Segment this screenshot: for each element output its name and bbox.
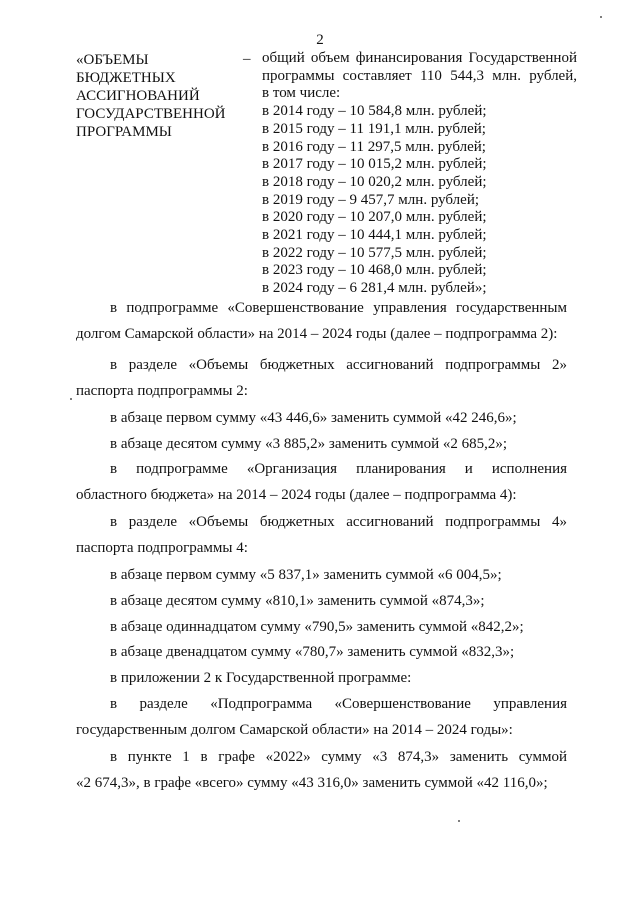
passport-label-line: ГОСУДАРСТВЕННОЙ	[76, 106, 226, 122]
scan-speck	[458, 820, 460, 822]
paragraph-line: в абзаце первом сумму «5 837,1» заменить суммой «6 004,5»;	[110, 567, 502, 583]
paragraph-line: в подпрограмме «Совершенствование управления государственным	[110, 300, 567, 316]
passport-label	[76, 51, 241, 141]
paragraph-line: в приложении 2 к Государственной программе:	[110, 670, 412, 686]
paragraph-line: паспорта подпрограммы 2:	[76, 383, 248, 399]
passport-label-line: «ОБЪЕМЫ	[76, 52, 149, 68]
funding-year-line: в 2022 году – 10 577,5 млн. рублей;	[262, 244, 487, 261]
paragraph-line: в разделе «Объемы бюджетных ассигнований подпрограммы 2»	[110, 357, 567, 373]
funding-year-line: в 2018 году – 10 020,2 млн. рублей;	[262, 173, 487, 190]
funding-year-line: в 2024 году – 6 281,4 млн. рублей»;	[262, 280, 487, 297]
paragraph-section-subprogram-4	[76, 509, 567, 561]
passport-label-line: АССИГНОВАНИЙ	[76, 88, 200, 104]
scan-speck	[600, 16, 602, 18]
page-number: 2	[316, 32, 324, 48]
paragraph-line: в разделе «Объемы бюджетных ассигнований подпрограммы 4»	[110, 514, 567, 530]
scan-speck	[70, 398, 72, 400]
paragraph-amendment	[76, 639, 567, 665]
paragraph-amendment	[76, 588, 567, 614]
paragraph-line: областного бюджета» на 2014 – 2024 годы (далее – подпрограмма 4):	[76, 487, 517, 503]
funding-year-line: в 2014 году – 10 584,8 млн. рублей;	[262, 103, 487, 120]
paragraph-line: в абзаце десятом сумму «3 885,2» заменить суммой «2 685,2»;	[110, 436, 508, 452]
paragraph-amendment	[76, 431, 567, 457]
paragraph-point-1	[76, 744, 567, 796]
paragraph-section-subprogram-2	[76, 352, 567, 404]
paragraph-subprogram-4	[76, 456, 567, 508]
paragraph-line: в абзаце двенадцатом сумму «780,7» заменить суммой «832,3»;	[110, 644, 515, 660]
paragraph-line: в абзаце десятом сумму «810,1» заменить суммой «874,3»;	[110, 593, 485, 609]
paragraph-line: в абзаце первом сумму «43 446,6» заменить суммой «42 246,6»;	[110, 410, 517, 426]
paragraph-subprogram-2	[76, 295, 567, 347]
passport-label-line: ПРОГРАММЫ	[76, 124, 172, 140]
paragraph-appendix-2	[76, 665, 567, 691]
funding-year-line: в 2017 году – 10 015,2 млн. рублей;	[262, 156, 487, 173]
paragraph-line: паспорта подпрограммы 4:	[76, 540, 248, 556]
paragraph-line: долгом Самарской области» на 2014 – 2024 годы (далее – подпрограмма 2):	[76, 326, 558, 342]
paragraph-line: в подпрограмме «Организация планирования и исполнения	[110, 461, 567, 477]
funding-year-line: в 2021 году – 10 444,1 млн. рублей;	[262, 227, 487, 244]
passport-value-line: общий объем финансирования Государственной	[262, 50, 577, 66]
paragraph-line: в абзаце одиннадцатом сумму «790,5» заменить суммой «842,2»;	[110, 619, 524, 635]
paragraph-line: в пункте 1 в графе «2022» сумму «3 874,3» заменить суммой	[110, 749, 567, 765]
paragraph-line: государственным долгом Самарской области» на 2014 – 2024 годы»:	[76, 722, 513, 738]
funding-year-line: в 2023 году – 10 468,0 млн. рублей;	[262, 262, 487, 279]
paragraph-amendment	[76, 614, 567, 640]
funding-year-line: в 2020 году – 10 207,0 млн. рублей;	[262, 209, 487, 226]
passport-label-line: БЮДЖЕТНЫХ	[76, 70, 176, 86]
paragraph-amendment	[76, 562, 567, 588]
paragraph-amendment	[76, 405, 567, 431]
funding-year-line: в 2019 году – 9 457,7 млн. рублей;	[262, 191, 480, 208]
passport-value	[262, 50, 577, 298]
passport-value-line: программы составляет 110 544,3 млн. рублей,	[262, 67, 577, 84]
paragraph-section-appendix	[76, 691, 567, 743]
passport-value-line: в том числе:	[262, 85, 341, 102]
funding-year-line: в 2015 году – 11 191,1 млн. рублей;	[262, 120, 486, 137]
funding-year-line: в 2016 году – 11 297,5 млн. рублей;	[262, 138, 486, 155]
paragraph-line: в разделе «Подпрограмма «Совершенствование управления	[110, 696, 567, 712]
paragraph-line: «2 674,3», в графе «всего» сумму «43 316,0» заменить суммой «42 116,0»;	[76, 775, 548, 791]
passport-dash: –	[243, 51, 251, 67]
